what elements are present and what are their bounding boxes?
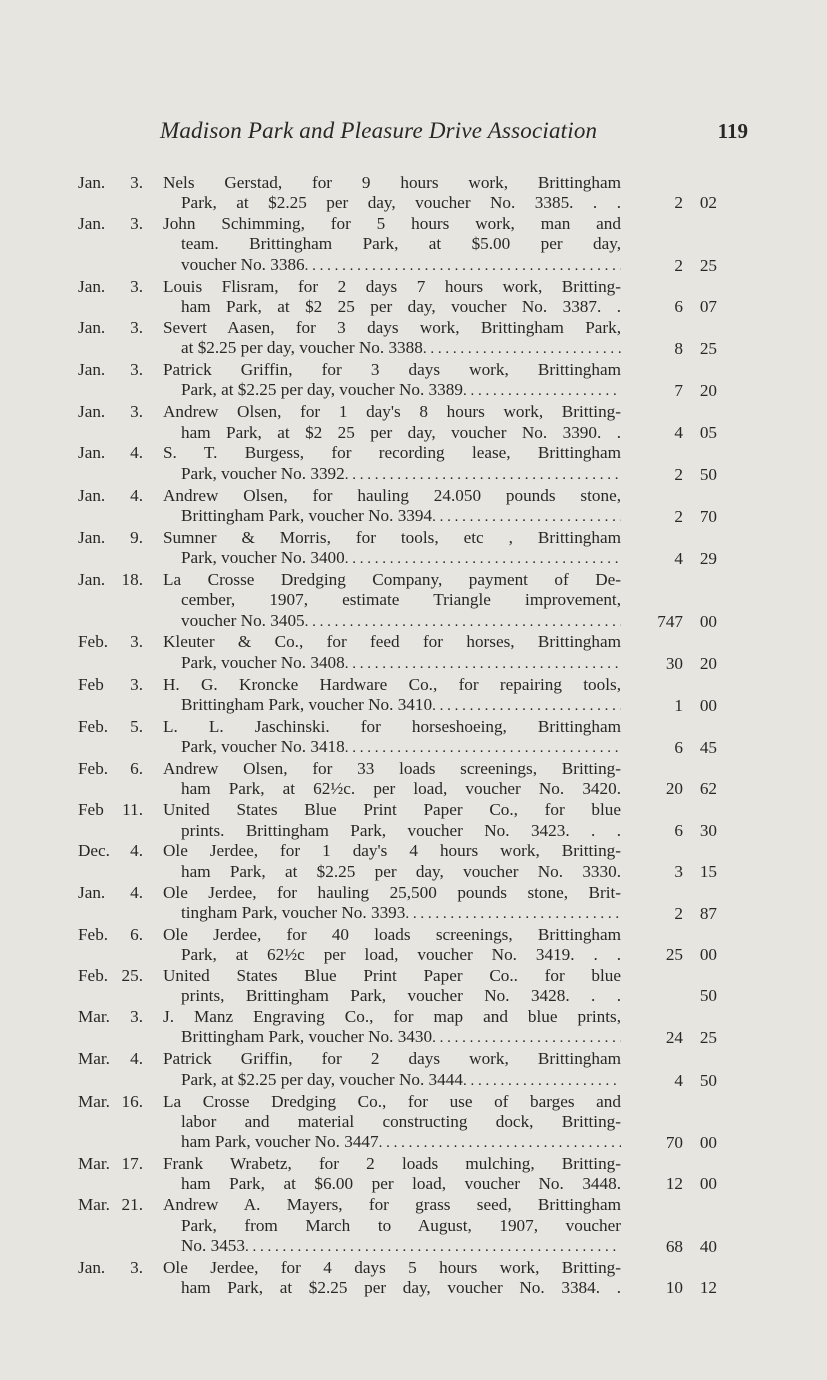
entry-amount	[621, 1049, 827, 1091]
entry-month: Mar.	[78, 1007, 110, 1027]
entry-month: Mar.	[78, 1049, 110, 1069]
entry-description	[163, 883, 621, 925]
amount-dollars: 20	[665, 779, 683, 799]
amount-dollars: 2	[674, 464, 683, 484]
entry-month: Jan.	[78, 214, 106, 234]
description-text: ham Park, voucher No. 3447	[181, 1132, 379, 1152]
dot-leader	[432, 506, 621, 527]
description-line: Nels Gerstad, for 9 hours work, Brittingham	[163, 173, 621, 192]
description-line: Park, at $2.25 per day, voucher No. 3385. . .	[181, 193, 621, 213]
description-text: No. 3453	[181, 1235, 245, 1255]
entry-day: 21.	[121, 1195, 143, 1215]
dot-leader	[345, 653, 621, 674]
entry-day: 3.	[130, 214, 143, 234]
description-line: S. T. Burgess, for recording lease, Brittingham	[163, 443, 621, 463]
entry-description	[163, 1092, 621, 1154]
entry-description	[163, 214, 621, 276]
description-line: Sumner & Morris, for tools, etc , Brittingham	[163, 527, 621, 547]
amount-cents: 20	[699, 381, 717, 401]
entry-day: 4.	[130, 841, 143, 861]
description-text: Park, at $2.25 per day, voucher No. 3444	[181, 1069, 463, 1089]
amount-dollars: 6	[674, 820, 683, 840]
ledger-entry	[0, 402, 827, 443]
amount-cents: 50	[699, 464, 717, 484]
entry-amount	[621, 883, 827, 925]
amount-dollars: 10	[665, 1277, 683, 1297]
description-line: Ole Jerdee, for 4 days 5 hours work, Britting-	[163, 1257, 621, 1277]
description-line: Kleuter & Co., for feed for horses, Brittingham	[163, 632, 621, 652]
entry-day: 5.	[130, 716, 143, 736]
entry-month: Mar.	[78, 1195, 110, 1215]
entry-amount	[621, 1154, 827, 1195]
amount-dollars: 70	[665, 1133, 683, 1153]
description-text: voucher No. 3405	[181, 610, 305, 630]
description-line: Ole Jerdee, for 40 loads screenings, Brittingham	[163, 924, 621, 944]
amount-cents: 00	[699, 1133, 717, 1153]
entry-month: Jan.	[78, 527, 106, 547]
description-line	[163, 506, 621, 527]
amount-cents: 00	[699, 945, 717, 965]
description-text: Park, voucher No. 3392	[181, 463, 345, 483]
amount-cents: 50	[699, 986, 717, 1006]
description-line: Ole Jerdee, for hauling 25,500 pounds stone, Brit-	[163, 882, 621, 902]
entry-amount	[621, 800, 827, 841]
ledger-entry	[0, 841, 827, 882]
entry-description	[163, 528, 621, 570]
amount-dollars: 2	[674, 903, 683, 923]
entry-description	[163, 1195, 621, 1257]
entry-amount	[621, 173, 827, 214]
description-text: Park, voucher No. 3408	[181, 652, 345, 672]
description-line	[163, 737, 621, 758]
entry-description	[163, 486, 621, 528]
amount-cents: 87	[699, 903, 717, 923]
ledger-entry	[0, 318, 827, 360]
amount-dollars: 4	[674, 549, 683, 569]
entry-day: 25.	[121, 965, 143, 985]
entry-month: Jan.	[78, 402, 106, 422]
entry-amount	[621, 966, 827, 1007]
entry-amount	[621, 528, 827, 570]
entry-amount	[621, 1195, 827, 1257]
entry-month: Feb.	[78, 716, 109, 736]
entry-description	[163, 570, 621, 632]
page-title: Madison Park and Pleasure Drive Association	[160, 118, 598, 143]
entry-day: 17.	[121, 1154, 143, 1174]
description-text: Park, at $2.25 per day, voucher No. 3389	[181, 380, 463, 400]
ledger-entry	[0, 277, 827, 318]
amount-cents: 30	[699, 820, 717, 840]
ledger-entry	[0, 214, 827, 276]
entry-month: Jan.	[78, 485, 106, 505]
entry-month: Feb	[78, 800, 104, 820]
description-text: Brittingham Park, voucher No. 3394	[181, 505, 433, 525]
entry-description	[163, 443, 621, 485]
entry-month: Feb.	[78, 632, 109, 652]
ledger-entry	[0, 759, 827, 800]
description-line: ham Park, at $2.25 per day, voucher No. 3384. .	[181, 1277, 621, 1297]
entry-day: 4.	[130, 443, 143, 463]
dot-leader	[432, 695, 621, 716]
description-line: Park, from March to August, 1907, voucher	[181, 1215, 621, 1235]
entry-amount	[621, 1092, 827, 1154]
amount-cents: 12	[699, 1277, 717, 1297]
amount-cents: 70	[699, 506, 717, 526]
amount-cents: 20	[699, 653, 717, 673]
entry-description	[163, 1049, 621, 1091]
entry-description	[163, 402, 621, 443]
ledger-entry	[0, 1154, 827, 1195]
description-line	[163, 695, 621, 716]
entry-day: 6.	[130, 759, 143, 779]
ledger-entry	[0, 717, 827, 759]
entry-day: 11.	[122, 800, 143, 820]
entry-day: 6.	[130, 924, 143, 944]
description-line	[163, 1070, 621, 1091]
description-line: La Crosse Dredging Company, payment of De-	[163, 569, 621, 589]
ledger-entry	[0, 443, 827, 485]
entry-description	[163, 1007, 621, 1049]
dot-leader	[305, 255, 621, 276]
entry-day: 3.	[130, 632, 143, 652]
description-line: La Crosse Dredging Co., for use of barges and	[163, 1091, 621, 1111]
amount-cents: 25	[699, 1028, 717, 1048]
entry-description	[163, 925, 621, 966]
entry-description	[163, 173, 621, 214]
amount-cents: 00	[699, 611, 717, 631]
amount-dollars: 2	[674, 193, 683, 213]
entry-day: 3.	[130, 674, 143, 694]
amount-cents: 62	[699, 779, 717, 799]
ledger-entry	[0, 800, 827, 841]
entry-day: 3.	[130, 173, 143, 192]
amount-dollars: 1	[674, 695, 683, 715]
description-line: Patrick Griffin, for 3 days work, Brittingham	[163, 360, 621, 380]
dot-leader	[379, 1132, 621, 1153]
entry-day: 16.	[121, 1091, 143, 1111]
entry-amount	[621, 1258, 827, 1299]
entry-day: 9.	[130, 527, 143, 547]
entry-description	[163, 277, 621, 318]
ledger-entry	[0, 1258, 827, 1299]
entry-day: 3.	[130, 1007, 143, 1027]
description-text: Brittingham Park, voucher No. 3410	[181, 694, 433, 714]
description-line: Park, at 62½c per load, voucher No. 3419. . .	[181, 945, 621, 965]
entry-day: 3.	[130, 317, 143, 337]
entry-amount	[621, 675, 827, 717]
description-line: ham Park, at $2 25 per day, voucher No. 3390. .	[181, 422, 621, 442]
description-line: Patrick Griffin, for 2 days work, Brittingham	[163, 1049, 621, 1069]
entry-day: 3.	[130, 276, 143, 296]
description-line: prints. Brittingham Park, voucher No. 3423. . .	[181, 820, 621, 840]
entry-description	[163, 966, 621, 1007]
description-line: Frank Wrabetz, for 2 loads mulching, Britting-	[163, 1154, 621, 1174]
amount-dollars: 4	[674, 422, 683, 442]
entry-day: 18.	[121, 569, 143, 589]
ledger-entry	[0, 883, 827, 925]
description-text: Park, voucher No. 3418	[181, 737, 345, 757]
entry-day: 3.	[130, 1257, 143, 1277]
entry-amount	[621, 759, 827, 800]
ledger-entry	[0, 632, 827, 674]
description-line: ham Park, at $6.00 per load, voucher No. 3448.	[181, 1174, 621, 1194]
description-line: ham Park, at 62½c. per load, voucher No. 3420.	[181, 779, 621, 799]
dot-leader	[405, 903, 621, 924]
ledger-entry	[0, 1092, 827, 1154]
amount-cents: 00	[699, 1174, 717, 1194]
description-line	[163, 338, 621, 359]
description-line: L. L. Jaschinski. for horseshoeing, Brittingham	[163, 716, 621, 736]
ledger-entry	[0, 570, 827, 632]
description-line: cember, 1907, estimate Triangle improvement,	[181, 590, 621, 610]
entry-amount	[621, 1007, 827, 1049]
ledger-entry	[0, 1195, 827, 1257]
description-line	[163, 548, 621, 569]
entry-description	[163, 841, 621, 882]
description-text: Park, voucher No. 3400	[181, 548, 345, 568]
entry-description	[163, 360, 621, 402]
description-line	[163, 653, 621, 674]
entry-month: Jan.	[78, 276, 106, 296]
entry-amount	[621, 925, 827, 966]
entry-day: 3.	[130, 360, 143, 380]
entry-amount	[621, 214, 827, 276]
ledger-entry	[0, 925, 827, 966]
amount-dollars: 68	[665, 1236, 683, 1256]
entry-month: Feb	[78, 674, 104, 694]
entry-description	[163, 632, 621, 674]
entry-month: Feb.	[78, 965, 109, 985]
description-line: Andrew Olsen, for 1 day's 8 hours work, Britting-	[163, 402, 621, 422]
page-number: 119	[717, 119, 748, 143]
entry-month: Jan.	[78, 443, 106, 463]
description-line: labor and material constructing dock, Britting-	[181, 1111, 621, 1131]
entry-amount	[621, 318, 827, 360]
amount-cents: 02	[699, 193, 717, 213]
entry-day: 4.	[130, 485, 143, 505]
description-line: Ole Jerdee, for 1 day's 4 hours work, Britting-	[163, 841, 621, 861]
amount-cents: 15	[699, 861, 717, 881]
description-line: Severt Aasen, for 3 days work, Brittingham Park,	[163, 317, 621, 337]
entry-day: 4.	[130, 1049, 143, 1069]
amount-dollars: 25	[665, 945, 683, 965]
description-text: at $2.25 per day, voucher No. 3388	[181, 338, 423, 358]
amount-dollars: 3	[674, 861, 683, 881]
amount-dollars: 747	[657, 611, 683, 631]
amount-cents: 40	[699, 1236, 717, 1256]
dot-leader	[345, 548, 621, 569]
entry-month: Mar.	[78, 1154, 110, 1174]
dot-leader	[305, 611, 621, 632]
description-line: prints, Brittingham Park, voucher No. 3428. . .	[181, 986, 621, 1006]
entry-amount	[621, 402, 827, 443]
ledger-entry	[0, 966, 827, 1007]
description-text: tingham Park, voucher No. 3393	[181, 902, 406, 922]
amount-cents: 29	[699, 549, 717, 569]
amount-cents: 50	[699, 1070, 717, 1090]
amount-cents: 45	[699, 738, 717, 758]
entry-month: Jan.	[78, 1257, 106, 1277]
description-line	[163, 464, 621, 485]
ledger-entry	[0, 1007, 827, 1049]
entry-amount	[621, 570, 827, 632]
amount-dollars: 2	[674, 506, 683, 526]
entry-amount	[621, 443, 827, 485]
entry-month: Jan.	[78, 882, 106, 902]
dot-leader	[345, 464, 621, 485]
entry-description	[163, 759, 621, 800]
ledger-entry	[0, 486, 827, 528]
description-line: United States Blue Print Paper Co., for blue	[163, 800, 621, 820]
amount-dollars: 12	[665, 1174, 683, 1194]
running-header	[160, 118, 748, 144]
ledger-entries	[0, 173, 827, 1299]
entry-amount	[621, 632, 827, 674]
description-line: Andrew Olsen, for hauling 24.050 pounds stone,	[163, 485, 621, 505]
amount-dollars: 7	[674, 381, 683, 401]
description-line	[163, 380, 621, 401]
description-line: J. Manz Engraving Co., for map and blue prints,	[163, 1007, 621, 1027]
dot-leader	[463, 380, 621, 401]
description-line: ham Park, at $2 25 per day, voucher No. 3387. .	[181, 296, 621, 316]
description-line	[163, 1027, 621, 1048]
amount-dollars: 8	[674, 339, 683, 359]
amount-dollars: 6	[674, 296, 683, 316]
entry-description	[163, 717, 621, 759]
description-line: Andrew Olsen, for 33 loads screenings, Britting-	[163, 759, 621, 779]
entry-month: Jan.	[78, 317, 106, 337]
dot-leader	[345, 737, 621, 758]
amount-cents: 00	[699, 695, 717, 715]
description-line: Andrew A. Mayers, for grass seed, Brittingham	[163, 1195, 621, 1215]
amount-cents: 25	[699, 339, 717, 359]
entry-day: 4.	[130, 882, 143, 902]
description-line	[163, 903, 621, 924]
dot-leader	[463, 1070, 621, 1091]
dot-leader	[245, 1236, 621, 1257]
entry-amount	[621, 717, 827, 759]
amount-cents: 05	[699, 422, 717, 442]
amount-cents: 07	[699, 296, 717, 316]
amount-dollars: 30	[665, 653, 683, 673]
entry-description	[163, 675, 621, 717]
description-line	[163, 1236, 621, 1257]
amount-dollars: 24	[665, 1028, 683, 1048]
entry-amount	[621, 360, 827, 402]
entry-month: Jan.	[78, 173, 106, 192]
description-line: John Schimming, for 5 hours work, man and	[163, 214, 621, 234]
entry-description	[163, 1258, 621, 1299]
entry-description	[163, 318, 621, 360]
description-line: team. Brittingham Park, at $5.00 per day,	[181, 234, 621, 254]
description-line	[163, 1132, 621, 1153]
entry-month: Dec.	[78, 841, 110, 861]
dot-leader	[432, 1027, 621, 1048]
ledger-entry	[0, 173, 827, 214]
ledger-entry	[0, 1049, 827, 1091]
description-line	[163, 611, 621, 632]
ledger-entry	[0, 528, 827, 570]
entry-amount	[621, 841, 827, 882]
amount-dollars: 4	[674, 1070, 683, 1090]
description-line	[163, 255, 621, 276]
entry-description	[163, 800, 621, 841]
entry-month: Mar.	[78, 1091, 110, 1111]
entry-description	[163, 1154, 621, 1195]
dot-leader	[423, 338, 621, 359]
description-line: Louis Flisram, for 2 days 7 hours work, Britting-	[163, 276, 621, 296]
description-line: H. G. Kroncke Hardware Co., for repairing tools,	[163, 674, 621, 694]
entry-month: Jan.	[78, 360, 106, 380]
description-text: voucher No. 3386	[181, 254, 305, 274]
description-line: ham Park, at $2.25 per day, voucher No. 3330.	[181, 861, 621, 881]
ledger-entry	[0, 675, 827, 717]
entry-month: Feb.	[78, 759, 109, 779]
amount-dollars: 6	[674, 738, 683, 758]
amount-cents: 25	[699, 255, 717, 275]
entry-month: Feb.	[78, 924, 109, 944]
description-text: Brittingham Park, voucher No. 3430	[181, 1027, 433, 1047]
amount-dollars: 2	[674, 255, 683, 275]
description-line: United States Blue Print Paper Co.. for blue	[163, 965, 621, 985]
ledger-entry	[0, 360, 827, 402]
entry-day: 3.	[130, 402, 143, 422]
entry-amount	[621, 277, 827, 318]
entry-month: Jan.	[78, 569, 106, 589]
entry-amount	[621, 486, 827, 528]
